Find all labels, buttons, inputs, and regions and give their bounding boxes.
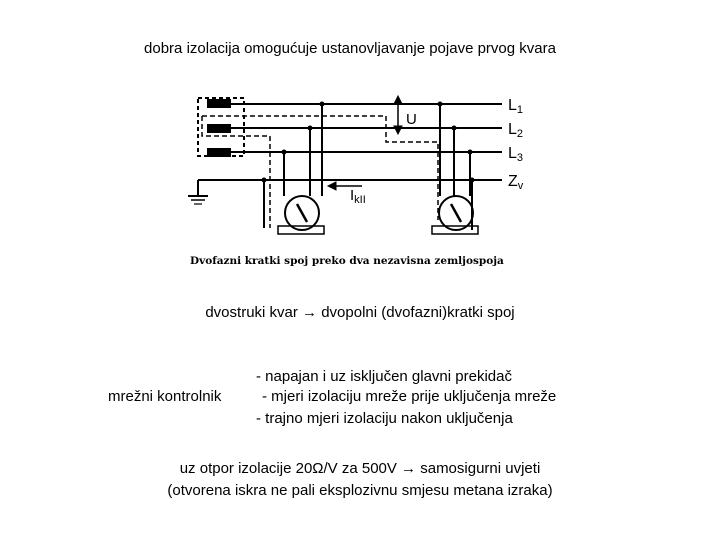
winding-1 [208,100,230,107]
voltage-arrow-head-bottom [394,126,402,134]
label-L3: L3 [508,145,524,164]
motor2-fault-mark [451,204,461,222]
winding-2 [208,125,230,132]
resistance-note: (otvorena iskra ne pali eksplozivnu smjesu metana izraka) [167,482,553,499]
junction-dot [320,102,325,107]
junction-dot [438,102,443,107]
junction-dot [308,126,313,131]
voltage-arrow-head-top [394,96,402,104]
resistance-condition: uz otpor izolacije 20Ω/V za 500V → samosigurni uvjeti [179,460,541,477]
junction-dot [282,150,287,155]
current-arrow-head [328,182,336,190]
fault-current-path [202,116,438,220]
junction-dot [452,126,457,131]
monitor-label: mrežni kontrolnik [108,388,222,405]
diagram-caption: Dvofazni kratki spoj preko dva nezavisna zemljospoja [190,255,504,267]
junction-dot [470,178,475,183]
label-L1: L1 [508,97,524,116]
label-IkII: $I_{kII}$ [350,187,366,206]
monitor-item: - trajno mjeri izolaciju nakon uključenja [256,410,513,427]
junction-dot [262,178,267,183]
monitor-item: - napajan i uz isključen glavni prekidač [256,368,512,385]
page-title: dobra izolacija omogućuje ustanovljavanje pojave prvog kvara [144,40,556,57]
junction-dot [468,150,473,155]
monitor-item: - mjeri izolaciju mreže prije uključenja mreže [262,388,557,405]
double-fault-diagram [180,88,540,270]
winding-3 [208,149,230,156]
motor1-fault-mark [297,204,307,222]
label-U: U [406,111,417,128]
label-Zv: Zv [508,173,524,192]
label-L2: L2 [508,121,524,140]
fault-description: dvostruki kvar → dvopolni (dvofazni)kratki spoj [205,304,515,321]
